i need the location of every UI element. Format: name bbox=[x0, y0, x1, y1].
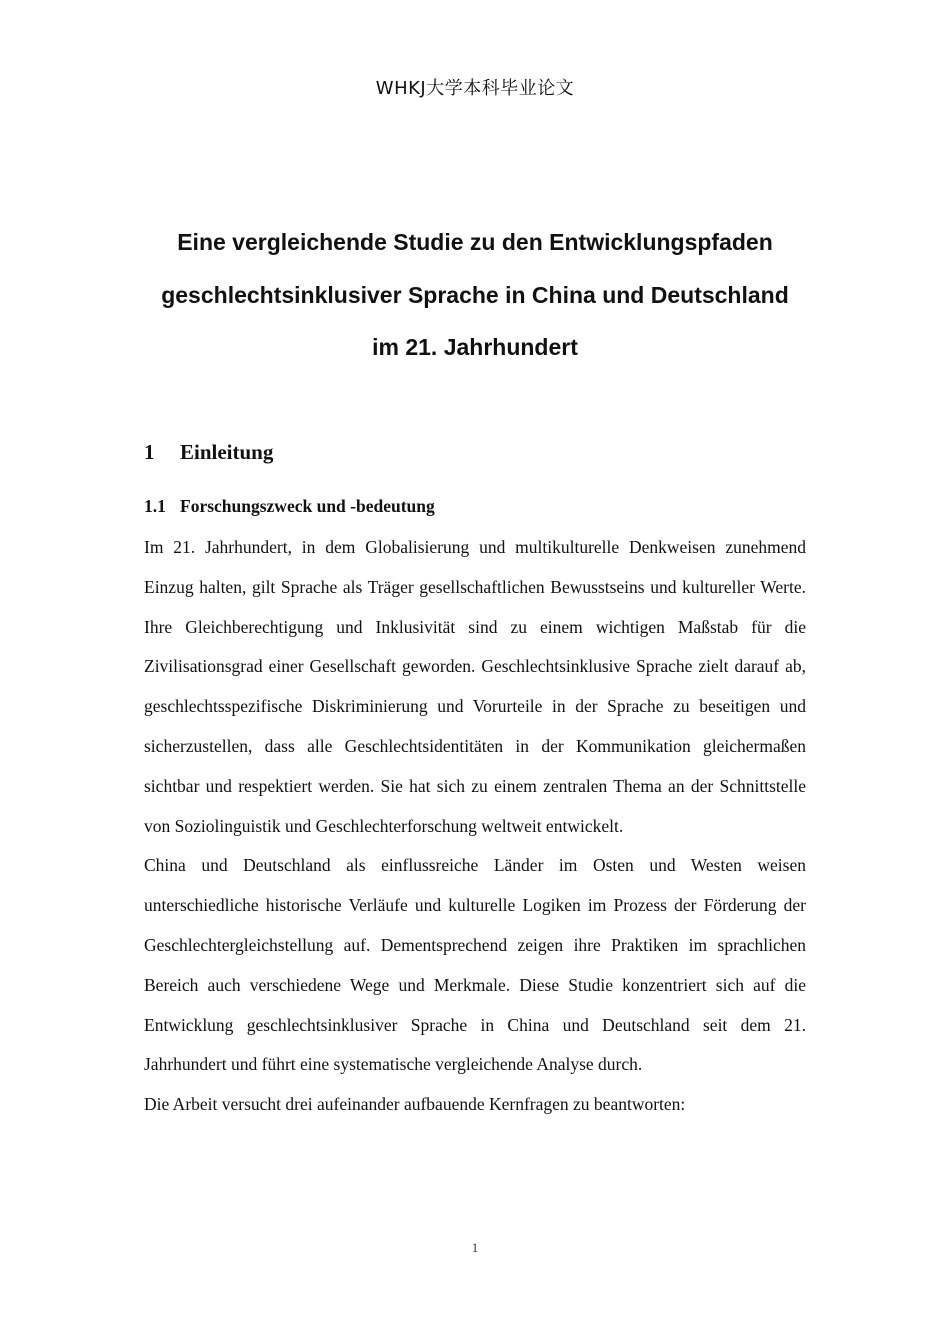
subsection-heading-1-1 bbox=[144, 496, 435, 517]
title-line-2: geschlechtsinklusiver Sprache in China und Deutschland bbox=[161, 281, 789, 308]
running-header: WHKJ大学本科毕业论文 bbox=[375, 78, 575, 99]
subsection-number: 1.1 bbox=[144, 496, 166, 516]
thesis-title bbox=[100, 216, 850, 374]
section-heading-1 bbox=[144, 440, 273, 465]
page-number: 1 bbox=[471, 1240, 479, 1255]
paragraph-3: Die Arbeit versucht drei aufeinander aufbauende Kernfragen zu beantworten: bbox=[144, 1094, 686, 1115]
paragraph-1: Im 21. Jahrhundert, in dem Globalisierung und multikulturelle Denkweisen zunehmend Einzug halten, gilt Sprache als Träger gesellschaftlichen Bewusstseins und kultureller Werte. Ihre Gleichberechtigung und Inklusivität sind zu einem wichtigen Maßstab für die Zivilisationsgrad einer Gesellschaft geworden. Geschlechtsinklusive Sprache zielt darauf ab, geschlechtsspezifische Diskriminierung und Vorurteile in der Sprache zu beseitigen und sicherzustellen, dass alle Geschlechtsidentitäten in der Kommunikation gleichermaßen sichtbar und respektiert werden. Sie hat sich zu einem zentralen Thema an der Schnittstelle von Soziolinguistik und Geschlechterforschung weltweit entwickelt. bbox=[144, 537, 806, 836]
section-title: Einleitung bbox=[180, 440, 274, 464]
paragraph-2: China und Deutschland als einflussreiche Länder im Osten und Westen weisen unterschiedliche historische Verläufe und kulturelle Logiken im Prozess der Förderung der Geschlechtergleichstellung auf. Dementsprechend zeigen ihre Praktiken im sprachlichen Bereich auch verschiedene Wege und Merkmale. Diese Studie konzentriert sich auf die Entwicklung geschlechtsinklusiver Sprache in China und Deutschland seit dem 21. Jahrhundert und führt eine systematische vergleichende Analyse durch. bbox=[144, 855, 806, 1075]
title-line-3: im 21. Jahrhundert bbox=[372, 334, 578, 360]
title-line-1: Eine vergleichende Studie zu den Entwicklungspfaden bbox=[177, 229, 773, 255]
section-number: 1 bbox=[144, 440, 155, 464]
subsection-title: Forschungszweck und -bedeutung bbox=[180, 496, 435, 516]
body-text bbox=[144, 528, 806, 1125]
